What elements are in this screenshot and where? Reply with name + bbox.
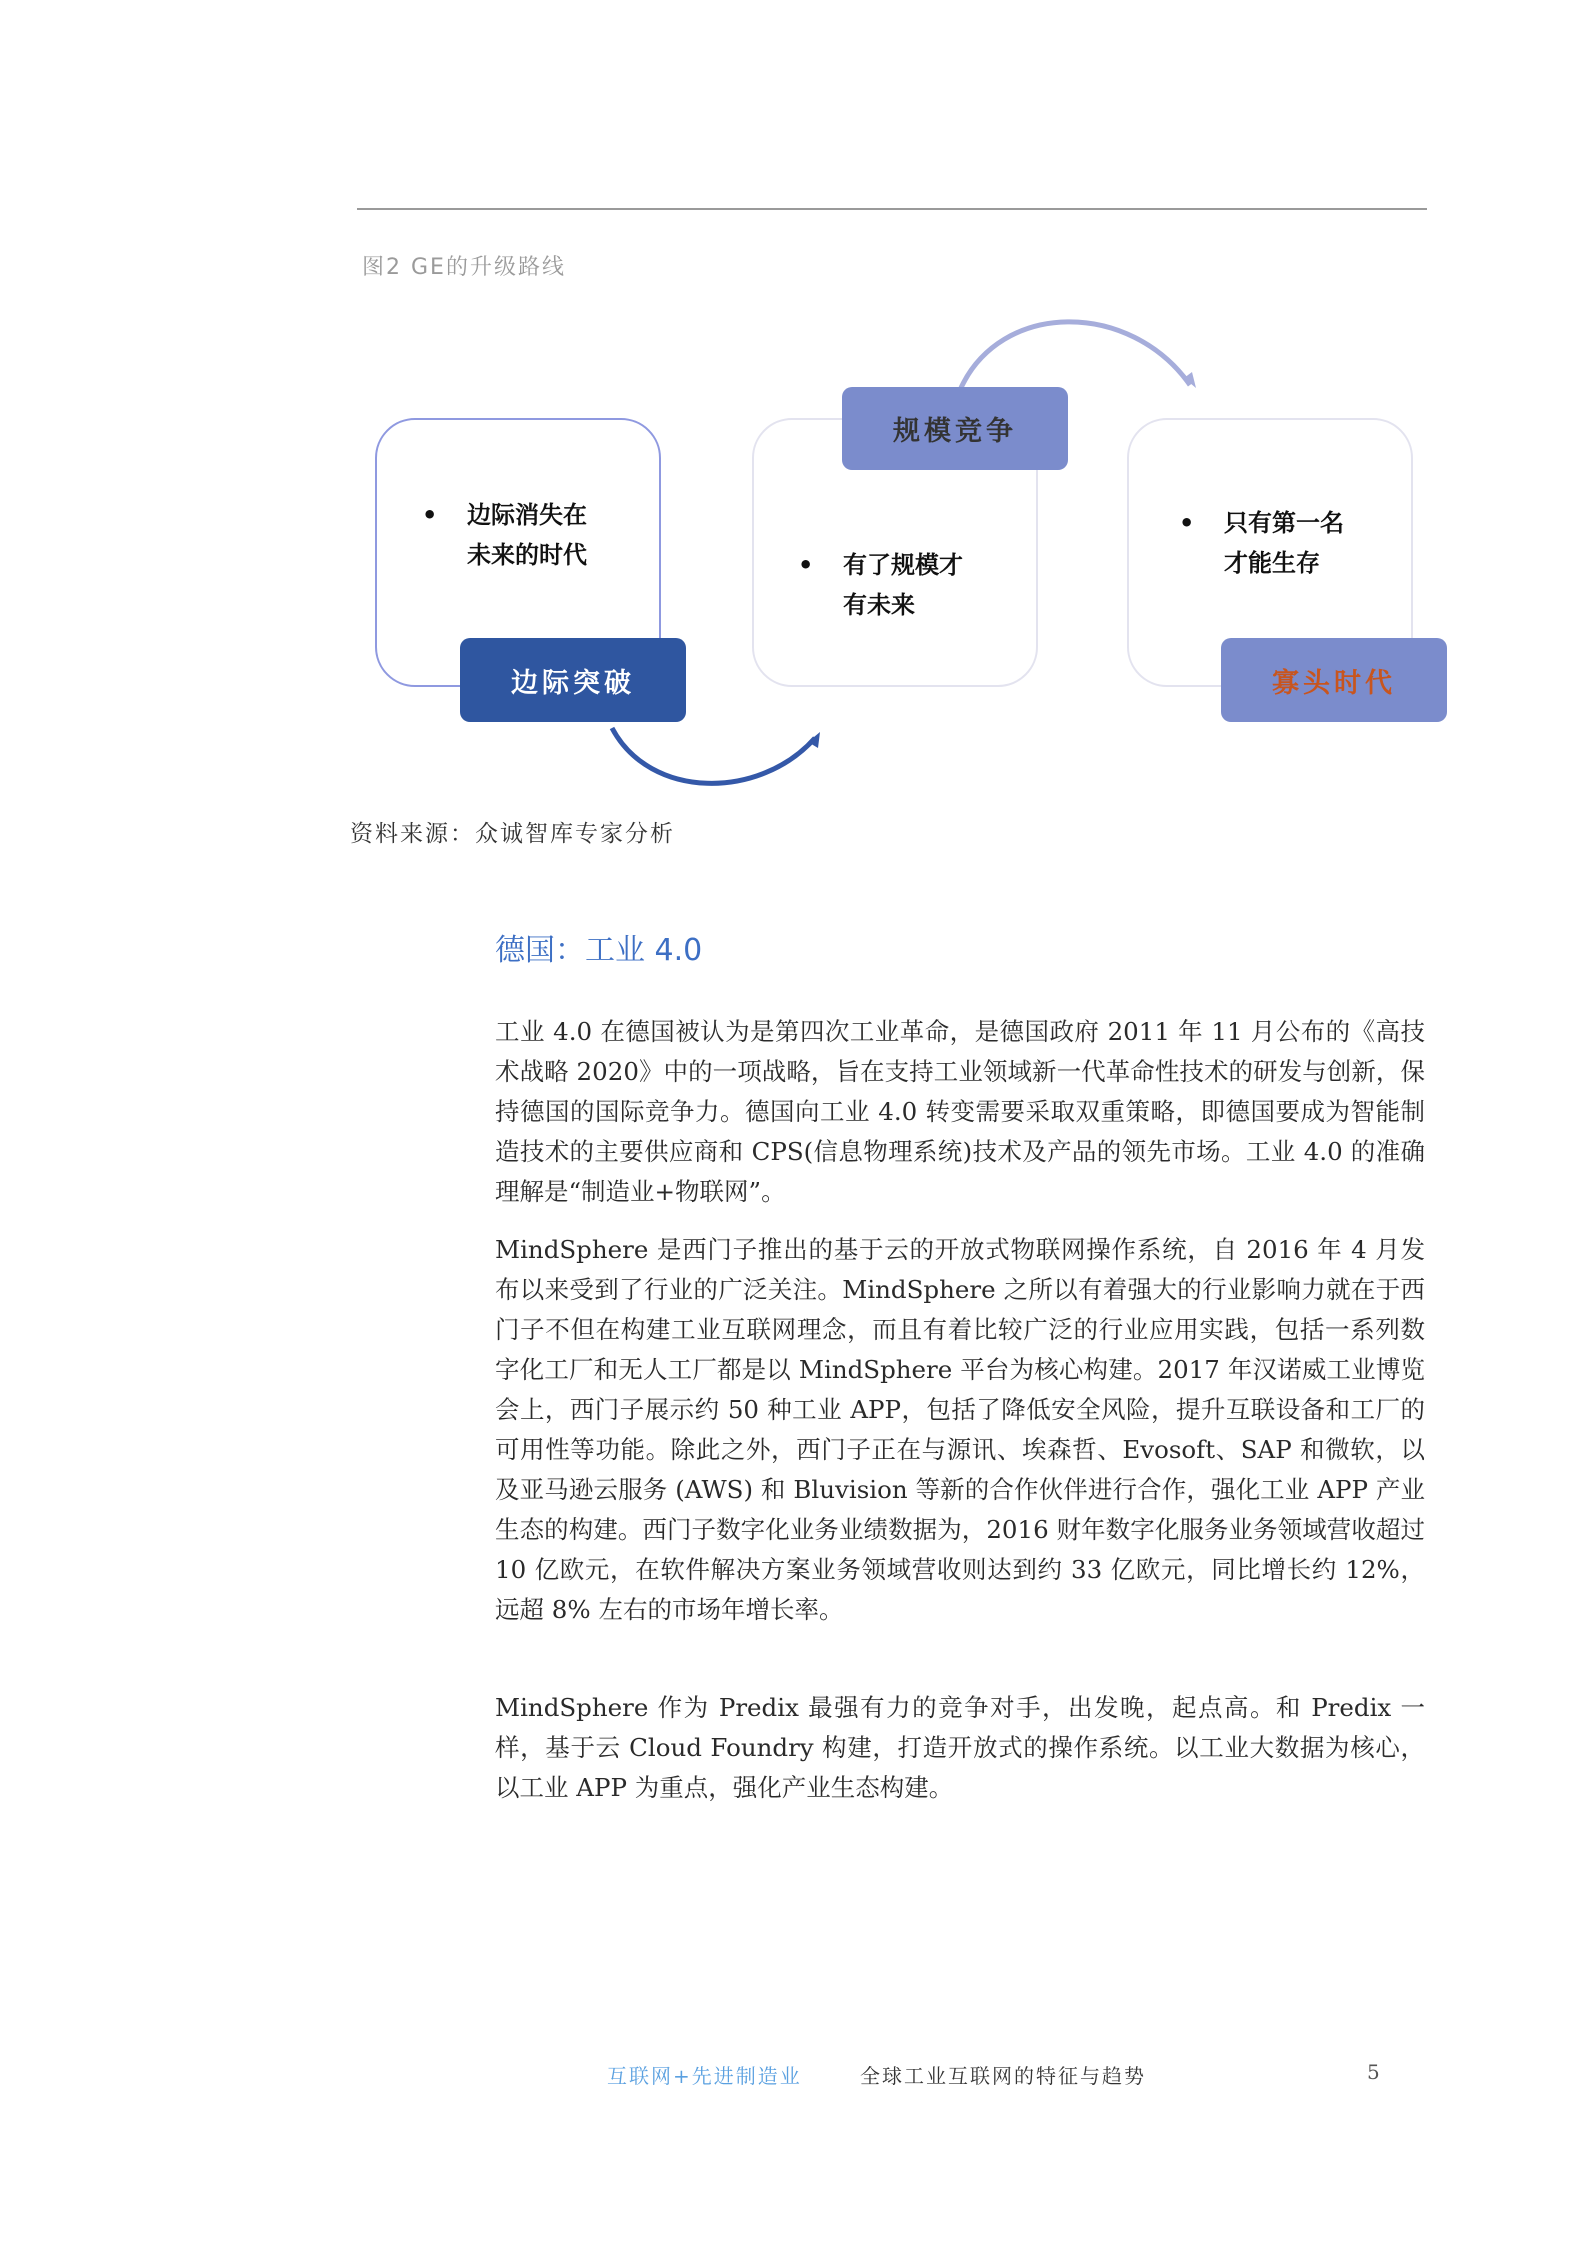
section-heading: 德国：工业 4.0 (495, 933, 703, 968)
paragraph-1: 工业 4.0 在德国被认为是第四次工业革命，是德国政府 2011 年 11 月公布的《高技术战略 2020》中的一项战略，旨在支持工业领域新一代革命性技术的研发与创新，保持德国的国际竞争力。德国向工业 4.0 转变需要采取双重策略，即德国要成为智能制造技术的主要供应商和 CPS(信息物理系统)技术及产品的领先市场。工业 4.0 的准确理解是“制造业+物联网”。 (495, 1017, 1425, 1206)
paragraph-2: MindSphere 是西门子推出的基于云的开放式物联网操作系统，自 2016 年 4 月发布以来受到了行业的广泛关注。MindSphere 之所以有着强大的行业影响力就在于西门子不但在构建工业互联网理念，而且有着比较广泛的行业应用实践，包括一系列数字化工厂和无人工厂都是以 MindSphere 平台为核心构建。2017 年汉诺威工业博览会上，西门子展示约 50 种工业 APP，包括了降低安全风险，提升互联设备和工厂的可用性等功能。除此之外，西门子正在与源讯、埃森哲、Evosoft、SAP 和微软，以及亚马逊云服务 (AWS) 和 Bluvision 等新的合作伙伴进行合作，强化工业 APP 产业生态的构建。西门子数字化业务业绩数据为，2016 财年数字化服务业务领域营收超过 10 亿欧元，在软件解决方案业务领域营收则达到约 33 亿欧元，同比增长约 12%，远超 8% 左右的市场年增长率。 (495, 1235, 1425, 1624)
bullet: • (422, 501, 438, 529)
stage-2-line-1: 有了规模才 (843, 551, 963, 579)
stage-3-line-2: 才能生存 (1224, 549, 1320, 577)
figure-source: 资料来源：众诚智库专家分析 (350, 821, 675, 847)
stage-3-text (1179, 503, 1344, 583)
stage-2-label: 规模竞争 (842, 387, 1068, 470)
bullet: • (1179, 509, 1195, 537)
footer-series: 互联网+先进制造业 (607, 2064, 802, 2088)
page-number: 5 (1367, 2060, 1382, 2084)
arrow-bottom (612, 728, 815, 783)
stage-2-text (798, 545, 963, 625)
arrow-top (960, 322, 1190, 390)
paragraph-3: MindSphere 作为 Predix 最强有力的竞争对手，出发晚，起点高。和 Predix 一样，基于云 Cloud Foundry 构建，打造开放式的操作系统。以工业大数据为核心，以工业 APP 为重点，强化产业生态构建。 (495, 1693, 1425, 1802)
stage-1-line-1: 边际消失在 (467, 501, 587, 529)
footer-title: 全球工业互联网的特征与趋势 (860, 2064, 1146, 2088)
stage-1-line-2: 未来的时代 (467, 541, 587, 569)
figure-caption: 图2 GE的升级路线 (362, 255, 566, 280)
stage-3-line-1: 只有第一名 (1224, 509, 1344, 537)
stage-1-label: 边际突破 (460, 638, 686, 722)
bullet: • (798, 551, 814, 579)
stage-2-line-2: 有未来 (843, 591, 915, 619)
stage-1-text (422, 495, 587, 575)
stage-3-label: 寡头时代 (1221, 638, 1447, 722)
